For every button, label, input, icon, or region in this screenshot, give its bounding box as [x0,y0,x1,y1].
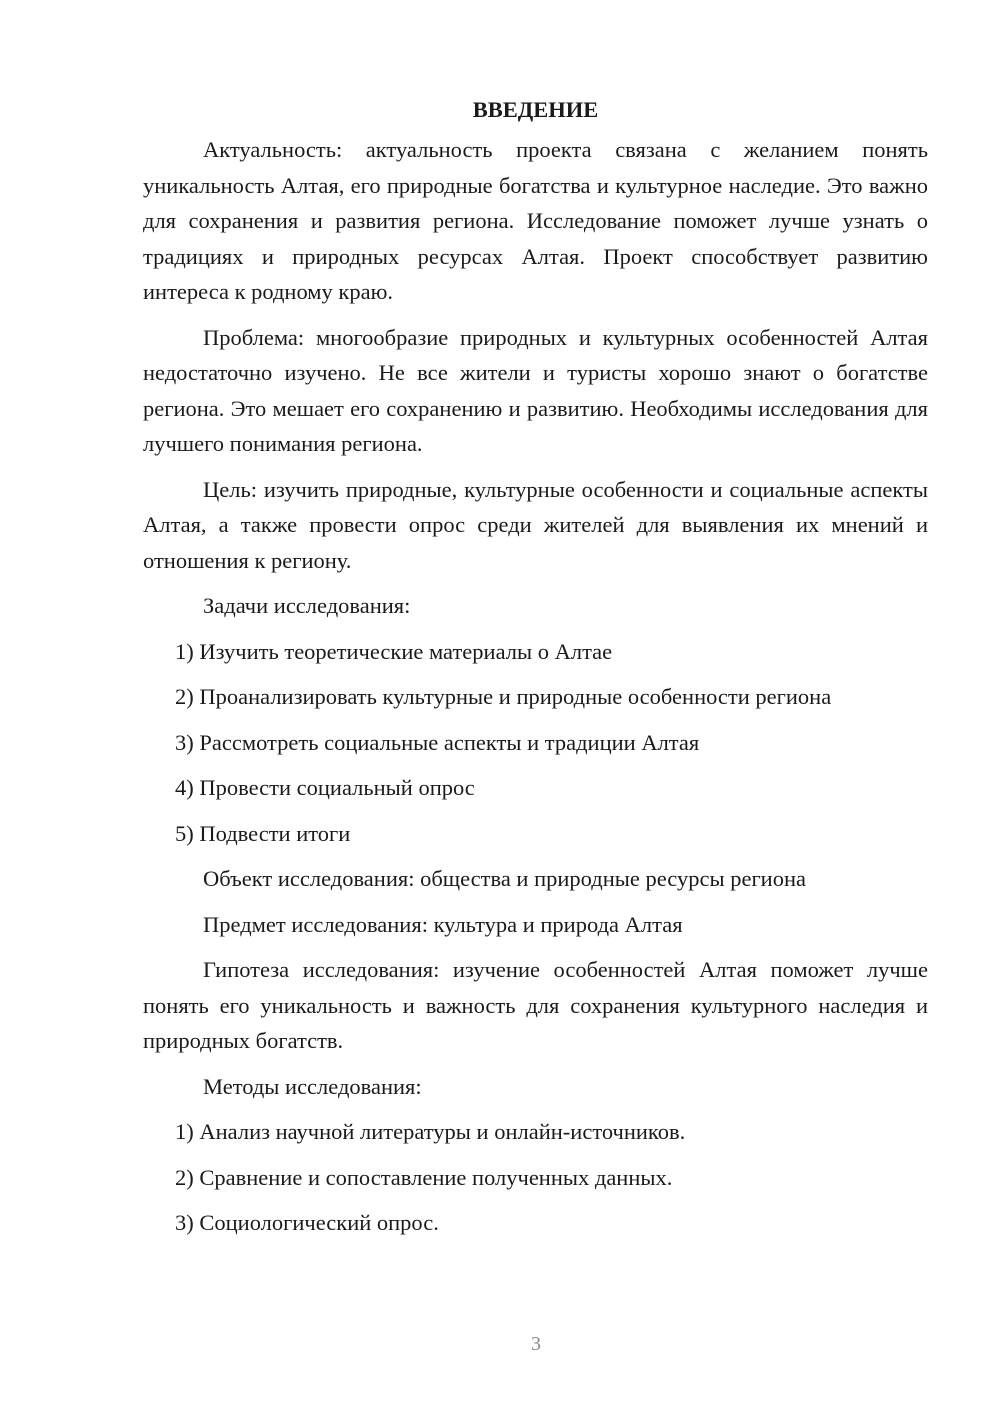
list-item: 1) Изучить теоретические материалы о Алтае [175,638,613,664]
hypothesis-paragraph: Гипотеза исследования: изучение особенностей Алтая поможет лучше понять его уникальность и важность для сохранения культурного наследия и природных богатств. [143,957,928,1053]
list-item: 1) Анализ научной литературы и онлайн-источников. [175,1119,686,1144]
subject-paragraph: Предмет исследования: культура и природа Алтая [203,911,683,937]
tasks-list [143,634,928,852]
object-paragraph: Объект исследования: общества и природные ресурсы региона [203,866,806,891]
problem-paragraph: Проблема: многообразие природных и культурных особенностей Алтая недостаточно изучено. Не все жители и туристы хорошо знают о богатстве региона. Это мешает его сохранению и развитию. Необходимы исследования для лучшего понимания региона. [143,324,928,456]
actuality-paragraph: Актуальность: актуальность проекта связана с желанием понять уникальность Алтая, его природные богатства и культурное наследие. Это важно для сохранения и развития региона. Исследование поможет лучше узнать о традициях и природных ресурсах Алтая. Проект способствует развитию интереса к родному краю. [143,137,928,304]
tasks-heading: Задачи исследования: [203,593,411,618]
list-item: 3) Социологический опрос. [175,1210,439,1235]
list-item: 3) Рассмотреть социальные аспекты и традиции Алтая [175,729,700,755]
document-page [143,92,928,1251]
list-item: 2) Проанализировать культурные и природные особенности региона [175,684,832,709]
page-number: 3 [531,1333,541,1355]
goal-paragraph: Цель: изучить природные, культурные особенности и социальные аспекты Алтая, а также провести опрос среди жителей для выявления их мнений и отношения к региону. [143,476,928,573]
methods-list [143,1114,928,1241]
list-item: 2) Сравнение и сопоставление полученных данных. [175,1164,673,1190]
page-title: ВВЕДЕНИЕ [472,97,599,122]
methods-heading: Методы исследования: [203,1073,422,1099]
list-item: 4) Провести социальный опрос [175,775,475,800]
list-item: 5) Подвести итоги [175,820,351,846]
